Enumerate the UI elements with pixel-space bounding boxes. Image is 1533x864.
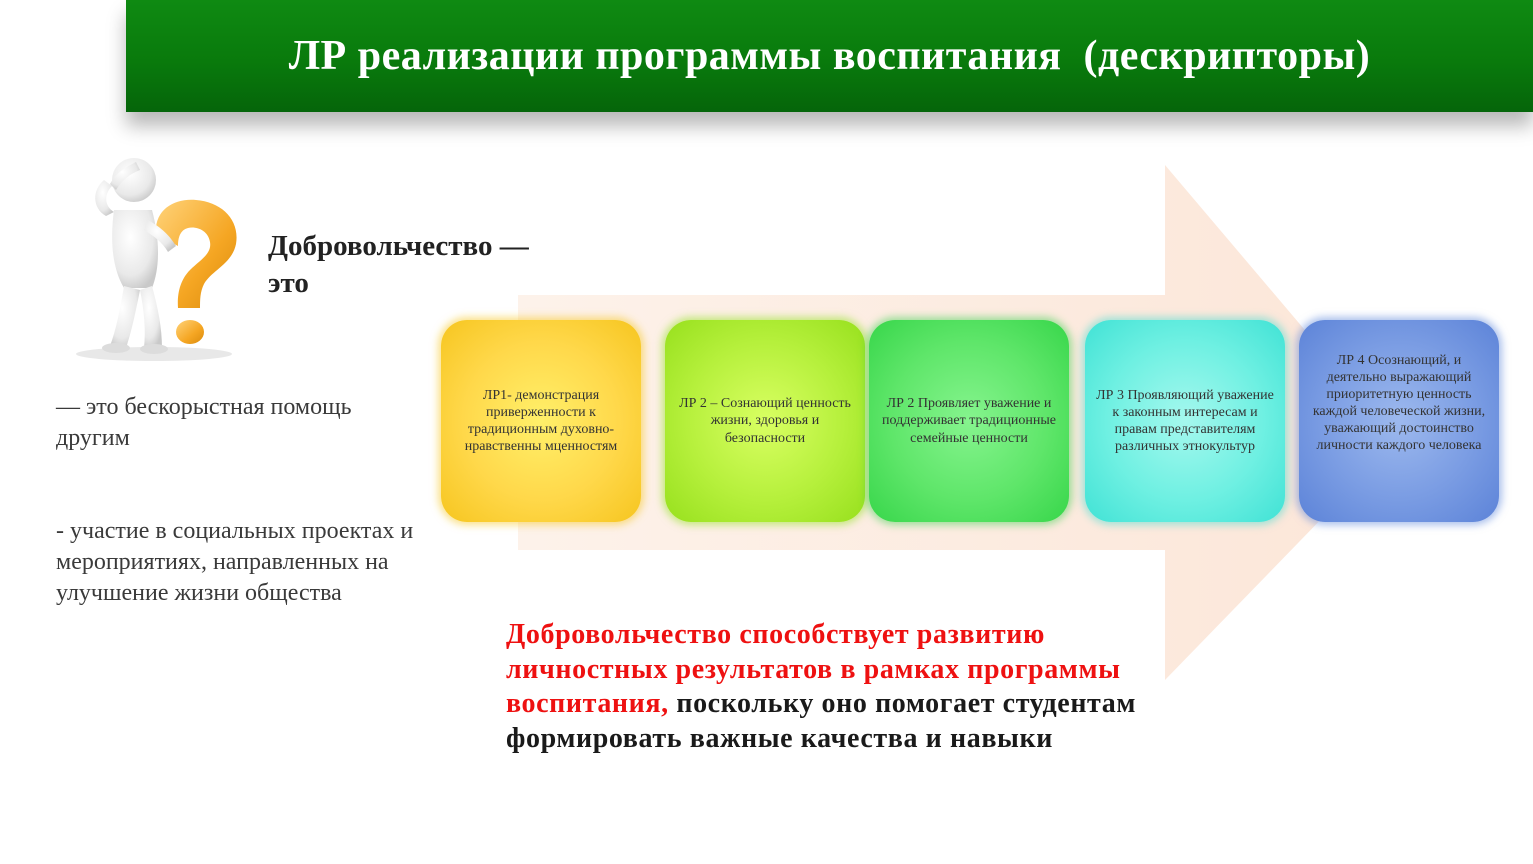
page-title: ЛР реализации программы воспитания (дескрипторы)	[288, 33, 1371, 79]
step-text-lr2-family: ЛР 2 Проявляет уважение и поддерживает традиционные семейные ценности	[882, 396, 1056, 446]
header-bar	[126, 0, 1533, 112]
definition-item-2: - участие в социальных проектах и мероприятиях, направленных на улучшение жизни общества	[56, 518, 414, 607]
conclusion-black-part: поскольку оно помогает студентам формировать важные качества и навыки	[506, 688, 1137, 755]
conclusion-text	[506, 618, 1146, 757]
person-with-question-mark-icon	[44, 150, 256, 362]
step-box-lr3	[1085, 320, 1285, 522]
step-text-lr1: ЛР1- демонстрация приверженности к традиционным духовно-нравственны мценностям	[464, 387, 618, 455]
definition-item-1: — это бескорыстная помощь другим	[56, 394, 352, 452]
step-text-lr4: ЛР 4 Осознающий, и деятельно выражающий приоритетную ценность каждой человеческой жизни, уважающий достоинство личности каждого человека	[1312, 353, 1486, 454]
step-box-lr2-life	[665, 320, 865, 522]
step-box-lr2-family	[869, 320, 1069, 522]
step-box-lr4	[1299, 320, 1499, 522]
step-box-lr1	[441, 320, 641, 522]
definition-heading: Добровольчество — это	[268, 230, 529, 300]
step-text-lr3: ЛР 3 Проявляющий уважение к законным интересам и правам представителям различных этнокультур	[1096, 387, 1274, 455]
conclusion-red-part: Добровольчество способствует развитию личностных результатов в рамках программы воспитания,	[506, 619, 1121, 720]
step-text-lr2-life: ЛР 2 – Сознающий ценность жизни, здоровья и безопасности	[679, 396, 851, 446]
